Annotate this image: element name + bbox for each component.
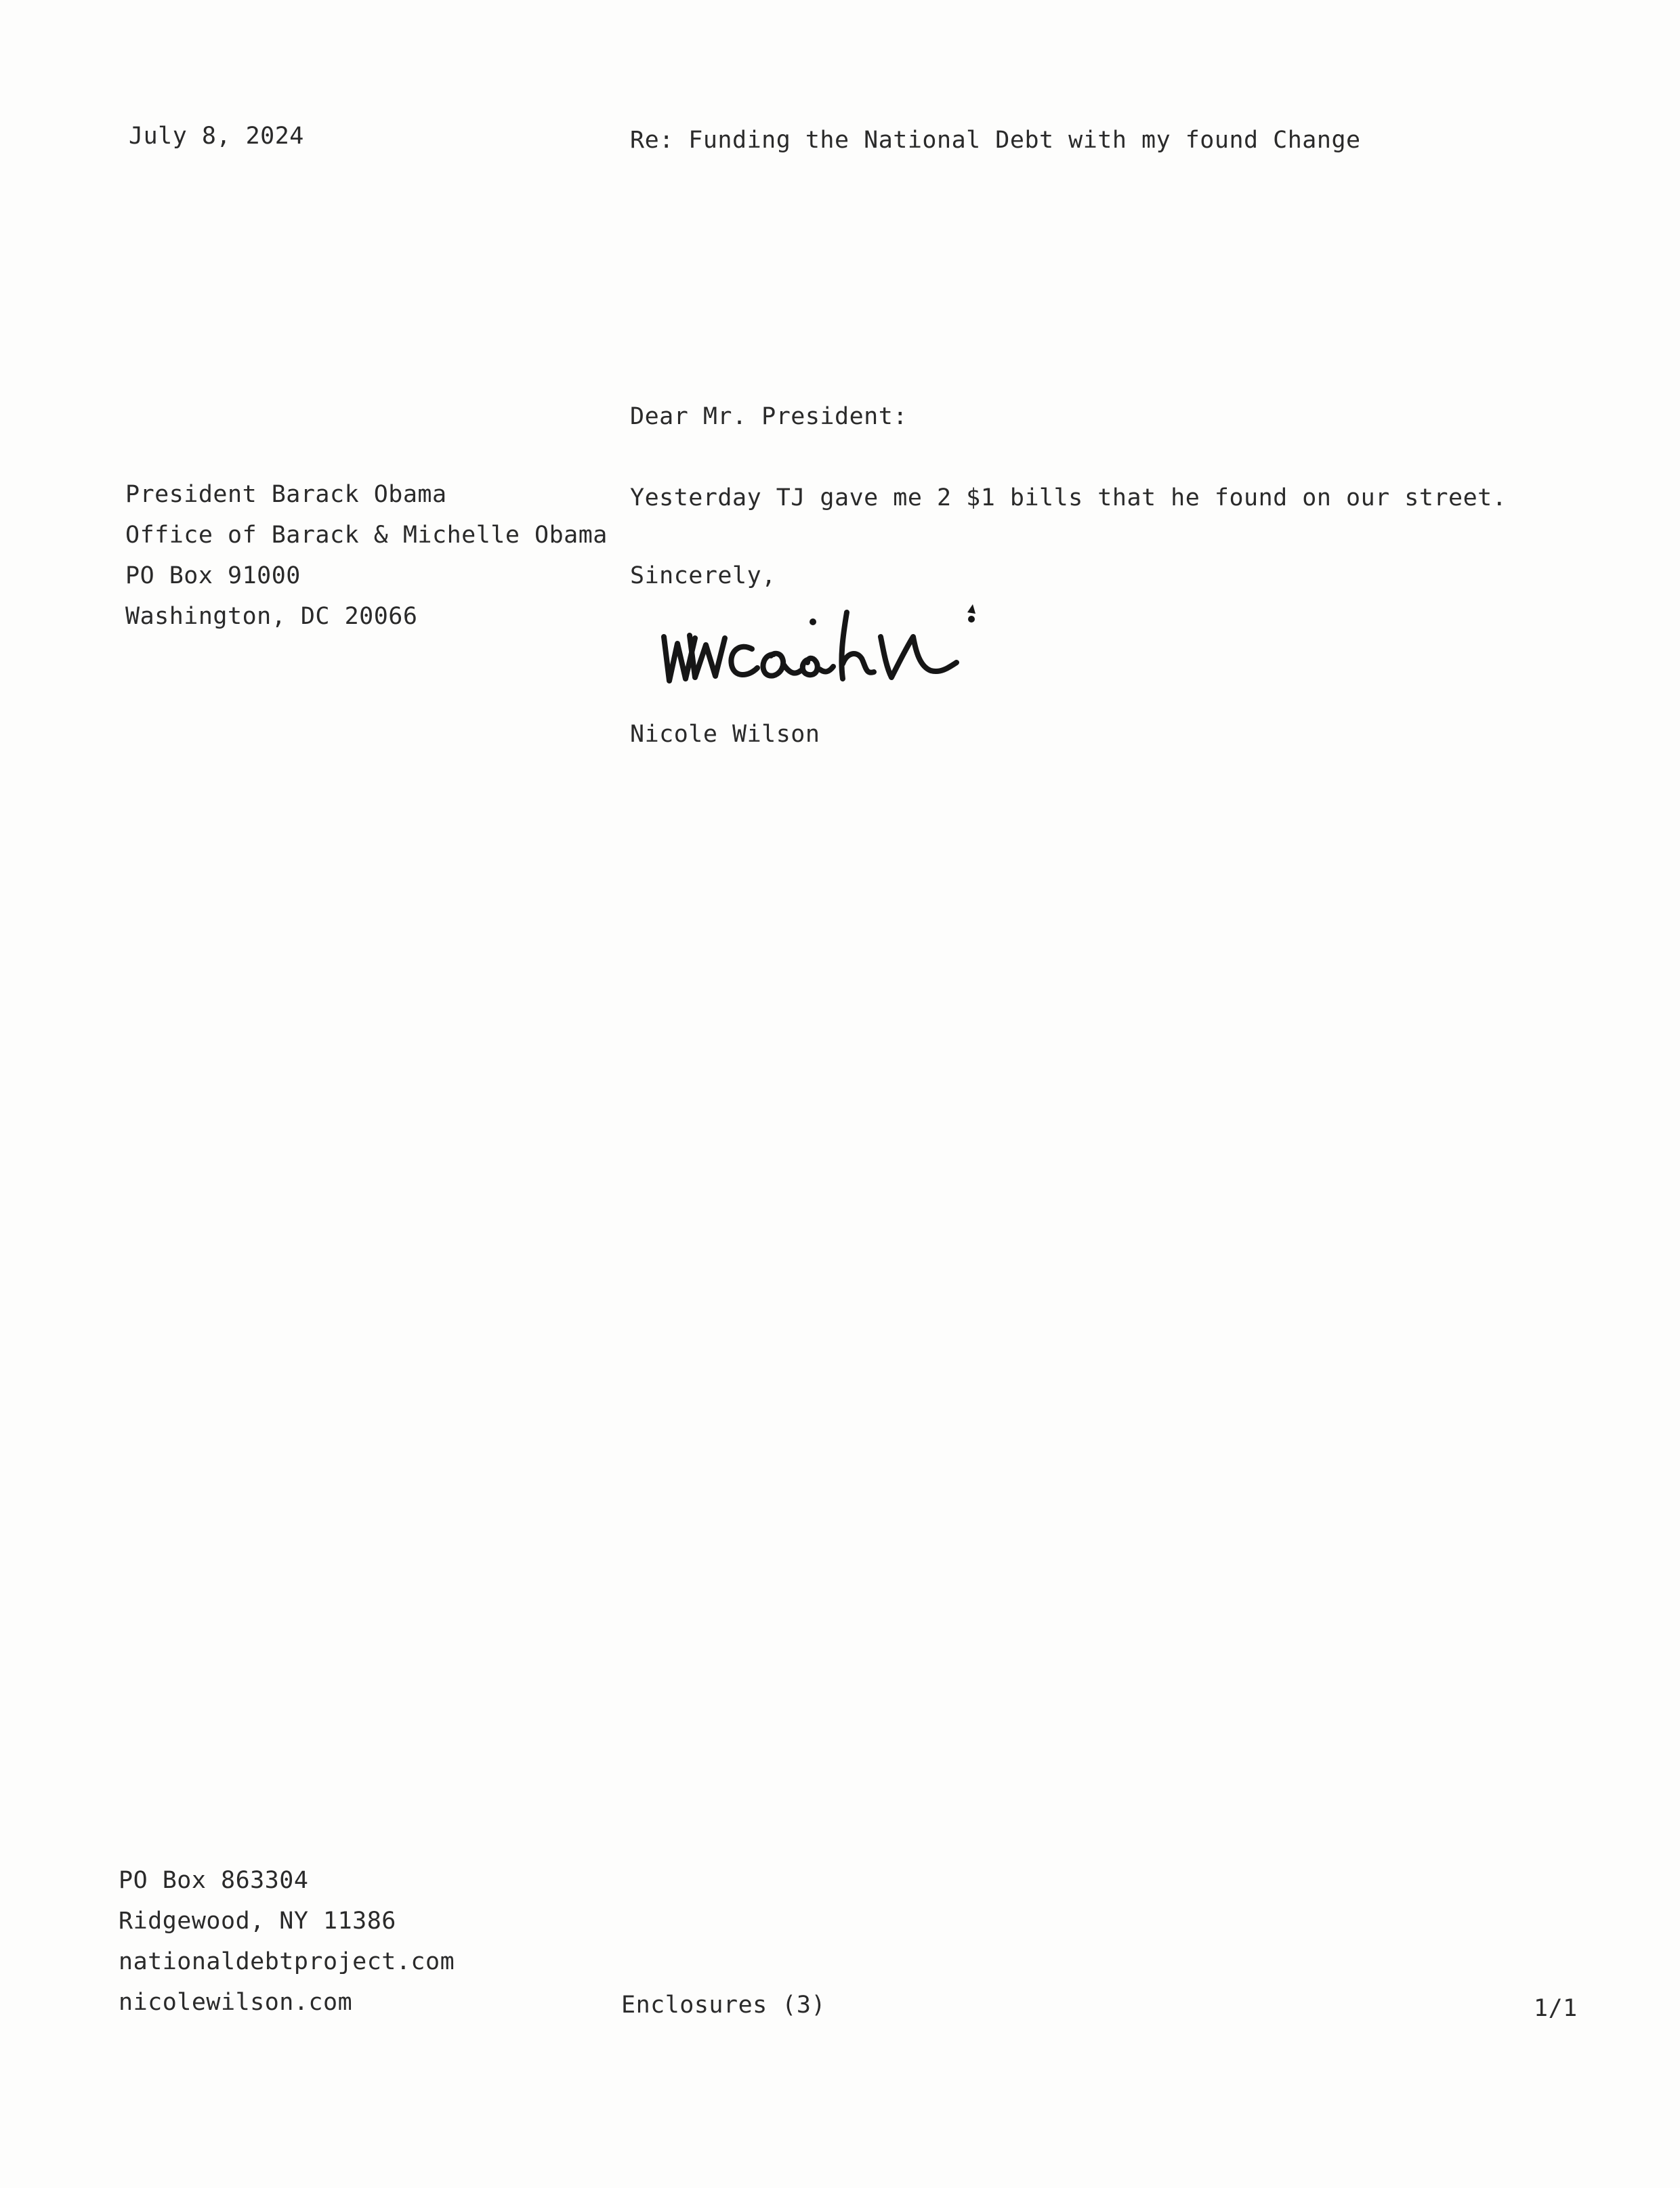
recipient-address: [125, 474, 608, 637]
letter-date: July 8, 2024: [129, 123, 304, 150]
sender-address-line: Ridgewood, NY 11386: [119, 1908, 396, 1935]
sender-website-link[interactable]: nationaldebtproject.com: [119, 1948, 455, 1975]
signature-image: [650, 596, 1016, 698]
page-number: 1/1: [1534, 1995, 1578, 2022]
sender-address-line: PO Box 863304: [119, 1867, 309, 1894]
letter-body: Yesterday TJ gave me 2 $1 bills that he found on our street.: [630, 484, 1507, 511]
sender-address: [119, 1860, 455, 2023]
sender-website-link[interactable]: nicolewilson.com: [119, 1989, 353, 2016]
enclosures-note: Enclosures (3): [621, 1992, 826, 2019]
letter-subject: Re: Funding the National Debt with my found Change: [630, 127, 1361, 154]
recipient-line: Washington, DC 20066: [125, 603, 418, 630]
recipient-line: President Barack Obama: [125, 481, 447, 508]
closing: Sincerely,: [630, 562, 776, 589]
recipient-line: Office of Barack & Michelle Obama: [125, 522, 608, 549]
sender-name: Nicole Wilson: [630, 721, 820, 748]
salutation: Dear Mr. President:: [630, 403, 908, 430]
recipient-line: PO Box 91000: [125, 562, 301, 589]
